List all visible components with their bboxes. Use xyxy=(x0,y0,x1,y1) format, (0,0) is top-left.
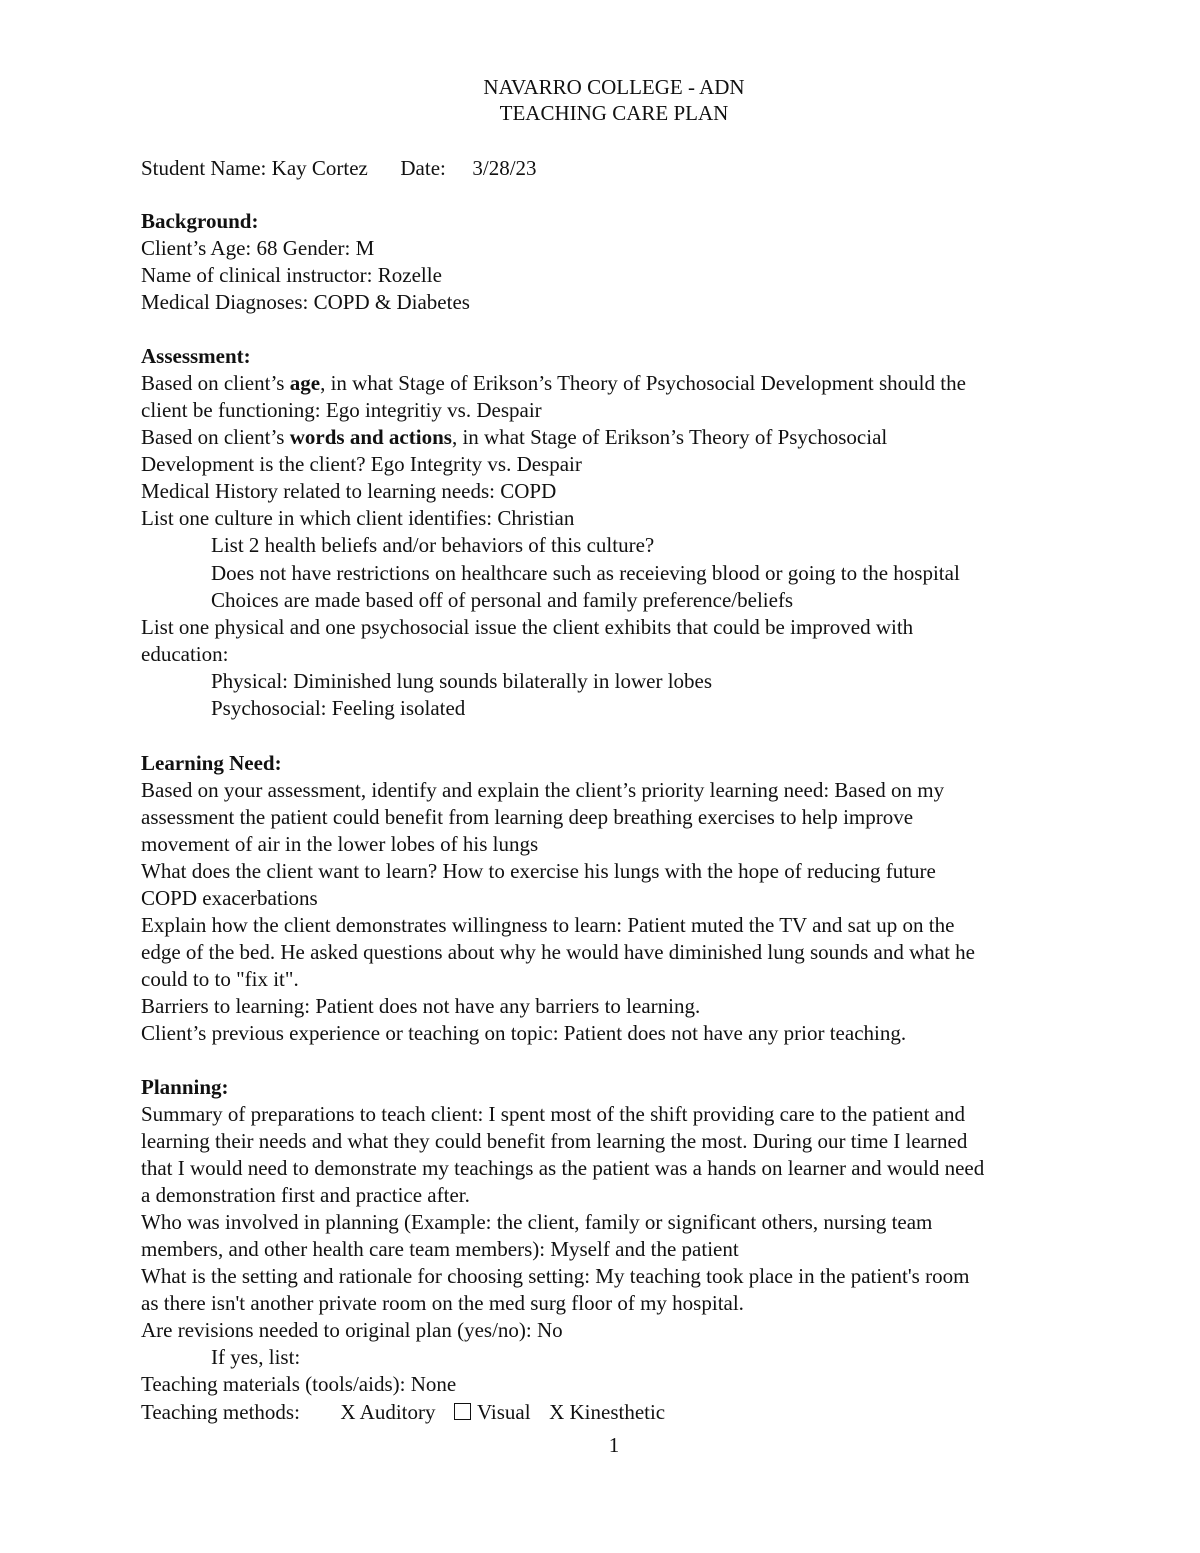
assessment-heading: Assessment: xyxy=(141,344,251,368)
planning-line: members, and other health care team members): Myself and the patient xyxy=(141,1237,739,1261)
method-kinesthetic: X Kinesthetic xyxy=(549,1400,666,1424)
learning-need-line: Barriers to learning: Patient does not have any barriers to learning. xyxy=(141,994,701,1018)
issue-question: List one physical and one psychosocial issue the client exhibits that could be improved with xyxy=(141,615,914,639)
planning-line: Summary of preparations to teach client: I spent most of the shift providing care to the patient and xyxy=(141,1102,966,1126)
instructor-label: Name of clinical instructor: xyxy=(141,263,373,287)
text-run: Based on client’s xyxy=(141,371,290,395)
planning-line: What is the setting and rationale for choosing setting: My teaching took place in the patient's room xyxy=(141,1264,970,1288)
background-heading: Background: xyxy=(141,209,259,233)
assessment-words-question xyxy=(141,424,887,451)
learning-need-line: Based on your assessment, identify and explain the client’s priority learning need: Based on my xyxy=(141,778,945,802)
planning-line: If yes, list: xyxy=(211,1345,301,1369)
learning-need-line: Explain how the client demonstrates willingness to learn: Patient muted the TV and sat up on the xyxy=(141,913,955,937)
age-value: 68 xyxy=(256,236,278,260)
instructor-line xyxy=(141,262,442,289)
learning-need-line: Client’s previous experience or teaching on topic: Patient does not have any prior teaching. xyxy=(141,1021,907,1045)
learning-need-line: edge of the bed. He asked questions about why he would have diminished lung sounds and what he xyxy=(141,940,976,964)
medical-history: Medical History related to learning needs: COPD xyxy=(141,479,557,503)
issue-question-cont: education: xyxy=(141,642,229,666)
psychosocial-issue: Psychosocial: Feeling isolated xyxy=(211,696,466,720)
learning-need-line: could to to "fix it". xyxy=(141,967,299,991)
belief-2: Choices are made based off of personal and family preference/beliefs xyxy=(211,588,794,612)
assessment-age-question xyxy=(141,370,966,397)
emphasis-age: age xyxy=(289,371,321,395)
teaching-methods-label: Teaching methods: xyxy=(141,1400,300,1424)
emphasis-words-actions: words and actions xyxy=(289,425,452,449)
beliefs-question: List 2 health beliefs and/or behaviors of this culture? xyxy=(211,533,655,557)
learning-need-line: assessment the patient could benefit from learning deep breathing exercises to help improve xyxy=(141,805,914,829)
physical-issue: Physical: Diminished lung sounds bilaterally in lower lobes xyxy=(211,669,713,693)
date-value: 3/28/23 xyxy=(472,156,537,180)
diagnoses-label: Medical Diagnoses: xyxy=(141,290,309,314)
gender-label: Gender: xyxy=(282,236,351,260)
college-header: NAVARRO COLLEGE - ADN xyxy=(483,75,745,99)
instructor-value: Rozelle xyxy=(377,263,442,287)
learning-need-line: COPD exacerbations xyxy=(141,886,318,910)
text-run: Based on client’s xyxy=(141,425,290,449)
assessment-age-answer: client be functioning: Ego integritiy vs. Despair xyxy=(141,398,542,422)
diagnoses-value: COPD & Diabetes xyxy=(313,290,470,314)
document-title: TEACHING CARE PLAN xyxy=(499,101,729,125)
method-auditory: X Auditory xyxy=(340,1400,436,1424)
student-name-value: Kay Cortez xyxy=(271,156,368,180)
date-label: Date: xyxy=(400,156,446,180)
planning-line: Are revisions needed to original plan (yes/no): No xyxy=(141,1318,563,1342)
page-number: 1 xyxy=(608,1433,620,1457)
text-run: , in what Stage of Erikson’s Theory of Psychosocial Development should the xyxy=(320,371,966,395)
culture-line: List one culture in which client identifies: Christian xyxy=(141,506,575,530)
student-name-label: Student Name: xyxy=(141,156,267,180)
student-info-line xyxy=(141,155,537,182)
planning-line: that I would need to demonstrate my teachings as the patient was a hands on learner and would need xyxy=(141,1156,985,1180)
planning-line: Who was involved in planning (Example: the client, family or significant others, nursing team xyxy=(141,1210,933,1234)
planning-heading: Planning: xyxy=(141,1075,229,1099)
text-run: , in what Stage of Erikson’s Theory of Psychosocial xyxy=(451,425,888,449)
diagnoses-line xyxy=(141,289,470,316)
assessment-words-answer: Development is the client? Ego Integrity vs. Despair xyxy=(141,452,582,476)
belief-1: Does not have restrictions on healthcare such as receieving blood or going to the hospital xyxy=(211,561,960,585)
planning-line: Teaching materials (tools/aids): None xyxy=(141,1372,457,1396)
learning-need-heading: Learning Need: xyxy=(141,751,282,775)
planning-line: as there isn't another private room on the med surg floor of my hospital. xyxy=(141,1291,744,1315)
planning-line: learning their needs and what they could benefit from learning the most. During our time I learned xyxy=(141,1129,968,1153)
teaching-methods-line xyxy=(141,1399,665,1426)
visual-checkbox[interactable] xyxy=(454,1403,471,1420)
client-age-gender-line xyxy=(141,235,374,262)
age-label: Client’s Age: xyxy=(141,236,252,260)
learning-need-line: movement of air in the lower lobes of his lungs xyxy=(141,832,539,856)
gender-value: M xyxy=(355,236,375,260)
method-visual: Visual xyxy=(477,1400,531,1424)
planning-line: a demonstration first and practice after. xyxy=(141,1183,470,1207)
learning-need-line: What does the client want to learn? How to exercise his lungs with the hope of reducing future xyxy=(141,859,936,883)
